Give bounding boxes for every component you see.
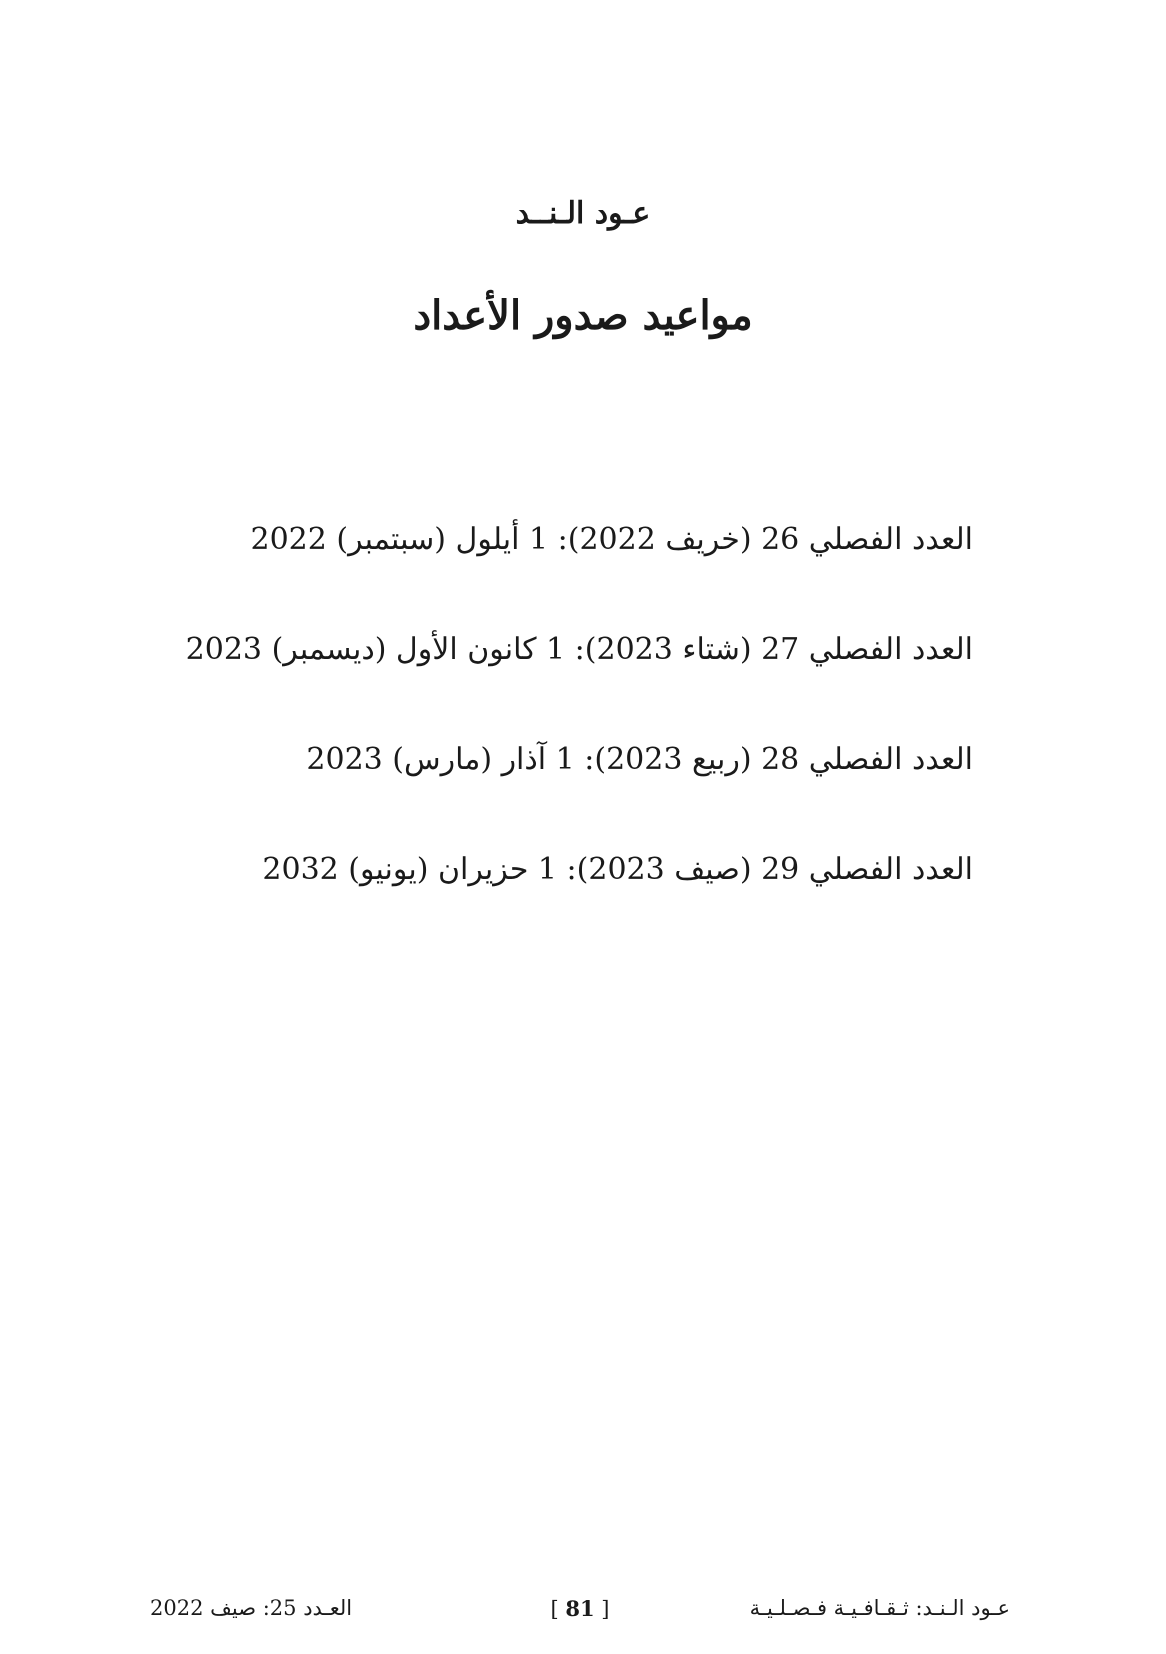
footer-issue: العـدد 25: صيف 2022 bbox=[150, 1596, 353, 1620]
footer-journal: عـود الـنـد: ثـقـافـيـة فـصـلـيـة bbox=[749, 1596, 1010, 1620]
page-bracket-close: ] bbox=[601, 1597, 610, 1621]
list-item: العدد الفصلي 27 (شتاء 2023): 1 كانون الأول (ديسمبر) 2023 bbox=[185, 632, 973, 667]
journal-name: عـود الـنــد bbox=[515, 196, 651, 231]
page-title: مواعيد صدور الأعداد bbox=[413, 292, 753, 339]
page-number: 81 bbox=[565, 1596, 595, 1621]
issue-schedule-list bbox=[185, 520, 973, 960]
list-item: العدد الفصلي 26 (خريف 2022): 1 أيلول (سبتمبر) 2022 bbox=[250, 522, 973, 557]
page-footer bbox=[150, 1596, 1010, 1628]
list-item: العدد الفصلي 29 (صيف 2023): 1 حزيران (يونيو) 2032 bbox=[262, 852, 973, 887]
list-item: العدد الفصلي 28 (ربيع 2023): 1 آذار (مارس) 2023 bbox=[306, 742, 973, 777]
page-bracket-open: [ bbox=[550, 1597, 559, 1621]
